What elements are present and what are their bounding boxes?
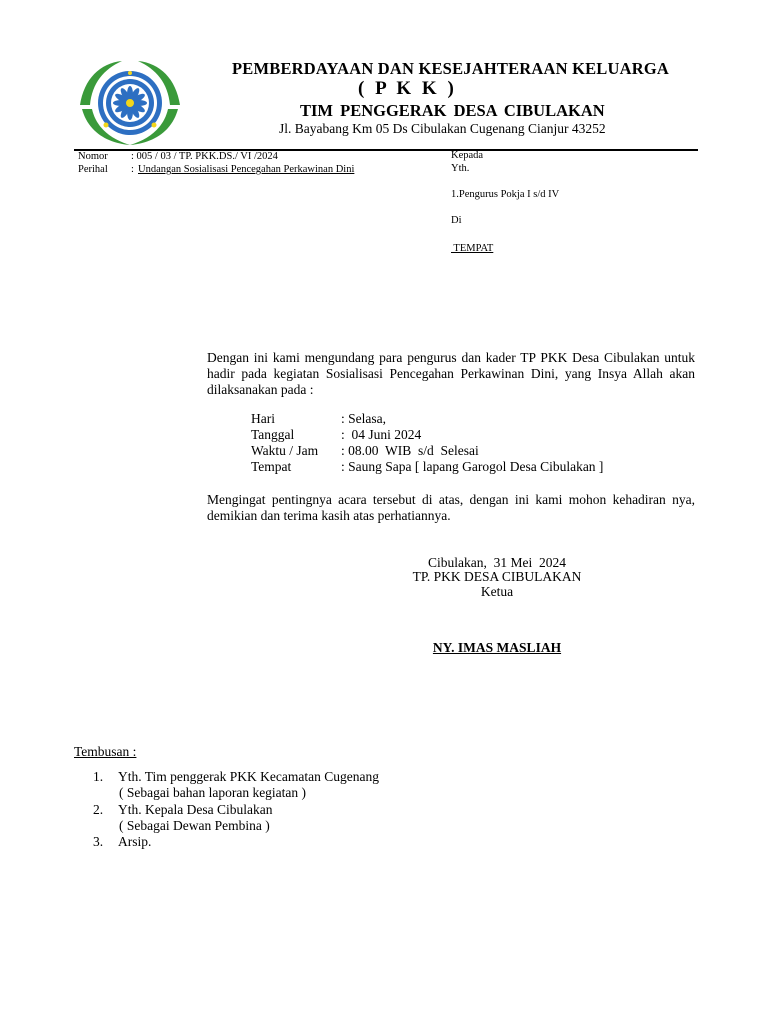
event-value: : 04 Juni 2024 [341,427,422,442]
event-label: Hari [251,411,275,426]
signature-role: Ketua [480,584,514,599]
cc-title: Tembusan : [74,744,137,759]
perihal-value: Undangan Sosialisasi Pencegahan Perkawinan Dini [138,164,355,175]
list-item-number: 3. [93,834,104,850]
list-item-number: 2. [93,801,104,817]
closing-paragraph: Mengingat pentingnya acara tersebut di atas, dengan ini kami mohon kehadiran nya, demikian dan terima kasih atas perhatiannya. [207,492,695,523]
nomor-label: Nomor [78,151,108,162]
list-item-text: Yth. Tim penggerak PKK Kecamatan Cugenang [118,769,379,784]
recipient-di: Di [451,215,462,226]
event-value: : Saung Sapa [ lapang Garogol Desa Cibulakan ] [341,459,604,474]
signature-place-date: Cibulakan, 31 Mei 2024 [428,555,566,570]
recipient-kepada: Kepada [451,150,484,161]
opening-paragraph: Dengan ini kami mengundang para pengurus dan kader TP PKK Desa Cibulakan untuk hadir pada kegiatan Sosialisasi Pencegahan Perkawinan Dini, yang Insya Allah akan dilaksanakan pada : [207,350,695,397]
letterhead-abbr: ( P K K ) [358,78,457,99]
event-label: Waktu / Jam [251,443,319,458]
list-item [93,802,379,835]
perihal-colon: : [131,164,134,175]
letterhead-org-name: PEMBERDAYAAN DAN KESEJAHTERAAN KELUARGA [232,59,670,78]
list-item [93,769,379,802]
event-details [251,411,603,475]
event-row-waktu [251,443,603,459]
list-item-number: 1. [93,769,104,784]
pkk-logo [78,60,182,146]
cc-list [93,769,379,850]
list-item-text: Yth. Kepala Desa Cibulakan [118,801,273,817]
list-item [93,834,379,850]
signature-name: NY. IMAS MASLIAH [432,640,562,655]
list-item-sub: ( Sebagai bahan laporan kegiatan ) [119,785,307,801]
recipient-line: 1.Pengurus Pokja I s/d IV [451,189,560,200]
recipient-tempat: TEMPAT [451,243,494,254]
list-item-sub: ( Sebagai Dewan Pembina ) [119,817,270,833]
event-value: : 08.00 WIB s/d Selesai [341,443,479,458]
list-item-text: Arsip. [118,834,152,850]
perihal-label: Perihal [78,164,108,175]
event-row-tempat [251,459,603,475]
signature-org: TP. PKK DESA CIBULAKAN [412,569,582,584]
event-row-hari [251,411,603,427]
nomor-value: : 005 / 03 / TP. PKK.DS./ VI /2024 [131,151,278,162]
recipient-yth: Yth. [451,163,470,174]
event-label: Tempat [251,459,292,474]
letterhead-team-name: TIM PENGGERAK DESA CIBULAKAN [300,101,605,120]
event-label: Tanggal [251,427,295,442]
event-row-tanggal [251,427,603,443]
letterhead-address: Jl. Bayabang Km 05 Ds Cibulakan Cugenang Cianjur 43252 [279,121,606,136]
event-value: : Selasa, [341,411,386,426]
